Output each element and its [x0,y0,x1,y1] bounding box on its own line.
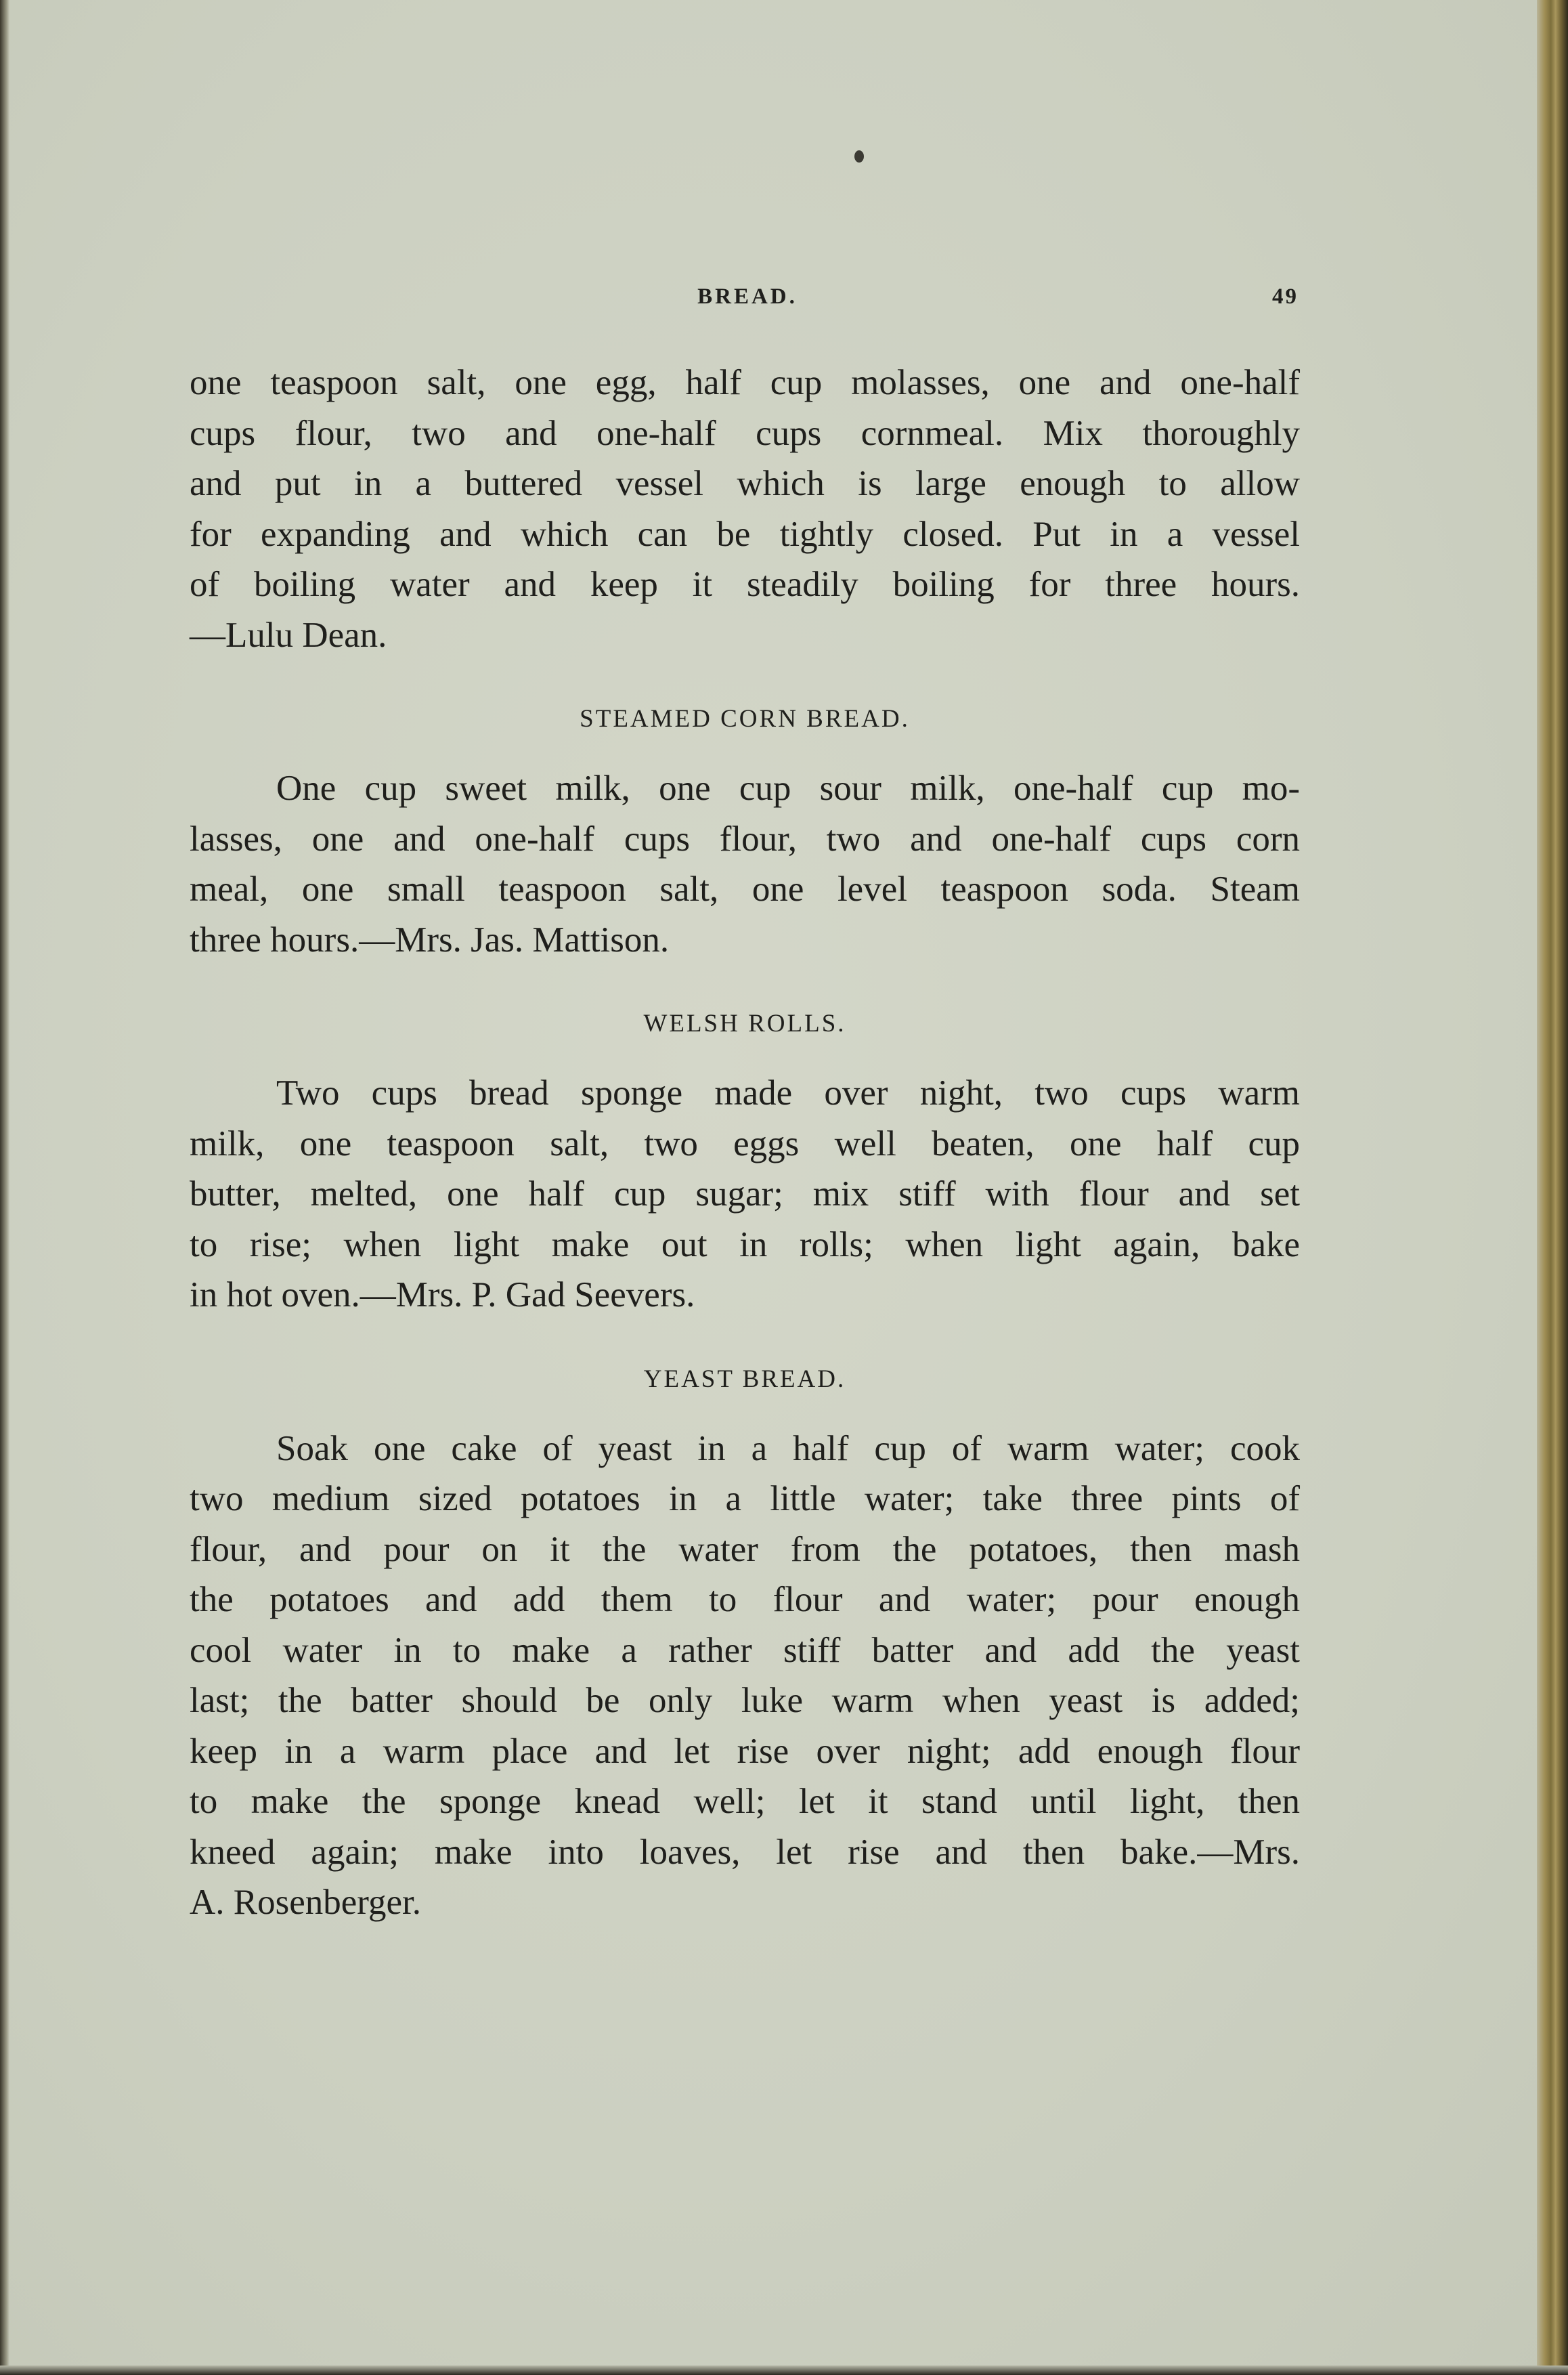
text-line: Soak one cake of yeast in a half cup of warm water; cook [276,1428,1300,1468]
recipe-yeast-bread [190,1424,1300,1928]
recipe-attribution: A. Rosenberger. [190,1883,421,1922]
text-line: cool water in to make a rather stiff batter and add the yeast [190,1630,1300,1670]
recipe-continuation [190,358,1300,660]
text-line: one teaspoon salt, one egg, half cup molasses, one and one-half [190,363,1300,402]
text-line: butter, melted, one half cup sugar; mix stiff with flour and set [190,1174,1300,1214]
recipe-attribution: in hot oven.—Mrs. P. Gad Seevers. [190,1275,695,1314]
text-line: kneed again; make into loaves, let rise and then bake.—Mrs. [190,1832,1300,1872]
text-line: milk, one teaspoon salt, two eggs well beaten, one half cup [190,1124,1300,1163]
text-line: flour, and pour on it the water from the potatoes, then mash [190,1529,1300,1569]
page-number: 49 [1272,284,1299,309]
recipe-heading-welsh-rolls: WELSH ROLLS. [643,1010,846,1037]
text-line: meal, one small teaspoon salt, one level teaspoon soda. Steam [190,870,1300,909]
page-bottom-edge [0,2366,1568,2375]
page-body [190,358,1300,1928]
recipe-welsh-rolls [190,1068,1300,1321]
text-line: to rise; when light make out in rolls; when light again, bake [190,1224,1300,1264]
running-title: BREAD. [697,284,798,309]
text-line: two medium sized potatoes in a little water; take three pints of [190,1479,1300,1518]
recipe-heading-steamed-corn-bread: STEAMED CORN BREAD. [580,705,910,733]
text-line: and put in a buttered vessel which is large enough to allow [190,464,1300,503]
text-line: for expanding and which can be tightly closed. Put in a vessel [190,514,1300,554]
text-line: cups flour, two and one-half cups cornmeal. Mix thoroughly [190,413,1300,453]
text-line: to make the sponge knead well; let it stand until light, then [190,1782,1300,1821]
recipe-heading-yeast-bread: YEAST BREAD. [643,1365,846,1393]
running-head [196,284,1299,318]
text-line: lasses, one and one-half cups flour, two and one-half cups corn [190,819,1300,859]
ink-dot-mark [854,150,864,163]
text-line: keep in a warm place and let rise over night; add enough flour [190,1731,1300,1771]
recipe-steamed-corn-bread [190,763,1300,965]
text-line: the potatoes and add them to flour and water; pour enough [190,1580,1300,1619]
recipe-attribution: —Lulu Dean. [190,615,387,655]
text-line: One cup sweet milk, one cup sour milk, one-half cup mo- [276,769,1300,808]
page-left-edge [0,0,9,2375]
text-line: of boiling water and keep it steadily boiling for three hours. [190,565,1300,604]
recipe-attribution: three hours.—Mrs. Jas. Mattison. [190,920,670,960]
page-right-edge [1537,0,1568,2375]
text-line: Two cups bread sponge made over night, two cups warm [276,1073,1300,1113]
text-line: last; the batter should be only luke warm when yeast is added; [190,1681,1300,1720]
